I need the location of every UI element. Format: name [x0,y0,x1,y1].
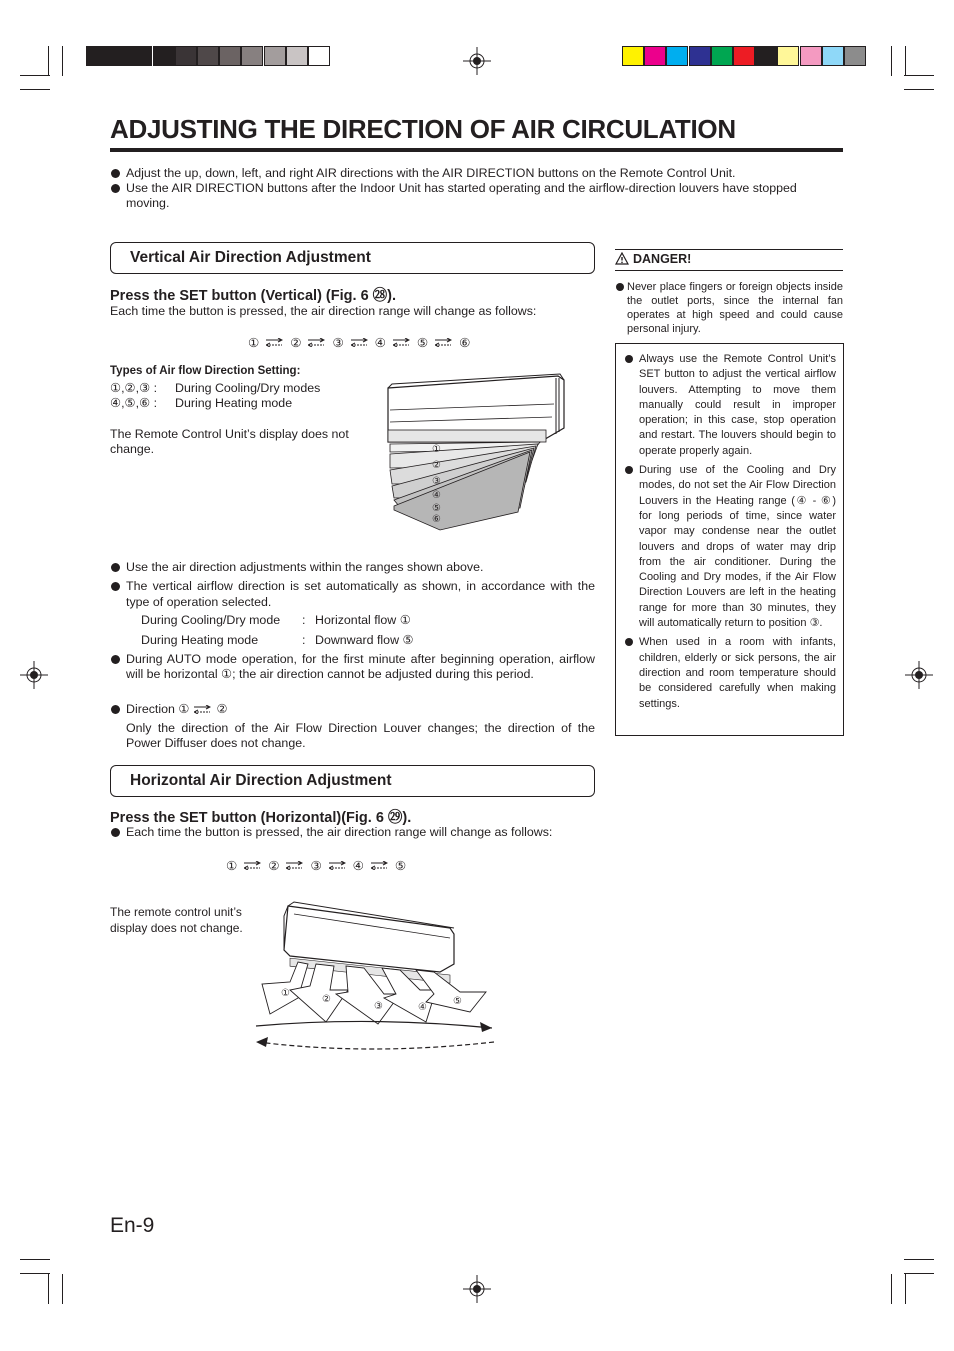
color-swatch [733,46,755,66]
vertical-section-header: Vertical Air Direction Adjustment [110,242,595,274]
v-fig-label-4: ④ [432,490,441,501]
vertical-sequence [248,335,470,350]
toggle-arrows-icon [286,861,303,870]
color-swatch [711,46,733,66]
seq-v-6: ⑥ [459,336,471,350]
direction-suffix: ② [216,702,228,716]
gray-swatch [219,46,241,66]
title-rule [110,148,843,152]
color-swatch [622,46,644,66]
seq-v-1: ① [248,336,260,350]
type-2-nums: ④,⑤,⑥ : [110,396,158,410]
toggle-arrows-icon [371,861,388,870]
danger-title: DANGER! [633,252,692,266]
seq-v-5: ⑤ [416,336,429,350]
seq-h-3: ③ [310,859,322,873]
seq-h-2: ② [268,859,280,873]
vertical-bullet-4 [110,702,595,717]
color-swatch [844,46,866,66]
h-fig-label-1: ① [281,988,290,999]
color-swatch [755,46,777,66]
horizontal-sequence [226,858,406,873]
mode-2-value: Downward flow ⑤ [315,633,414,647]
vertical-bullet-3: During AUTO mode operation, for the first minute after beginning operation, airflow will be horizontal ①; the air direction cannot be adjusted during this period. [110,652,595,683]
danger-rule-bottom [615,270,843,271]
toggle-arrows-icon [435,338,452,347]
v-fig-label-5: ⑤ [432,503,441,514]
vertical-airflow-figure [380,370,580,535]
vertical-notes [110,560,595,610]
seq-h-4: ④ [352,859,364,873]
mode-2-label: During Heating mode [141,633,259,647]
danger-bullet: Never place fingers or foreign objects inside the outlet ports, since the internal fan operates at high speed and could cause personal injury. [615,280,843,336]
h-fig-label-3: ③ [374,1001,383,1012]
registration-mark-top [463,47,491,75]
horizontal-display-note: The remote control unit’s display does not change. [110,905,243,935]
horizontal-desc-wrap [110,825,595,840]
caution-box [615,343,844,736]
seq-v-2: ② [290,336,302,350]
types-label: Types of Air flow Direction Setting: [110,365,301,377]
danger-body [615,280,843,336]
mode-1-sep: : [302,613,306,627]
gray-swatch [241,46,263,66]
registration-mark-left [20,661,48,689]
color-swatch [800,46,822,66]
caution-bullet-3: When used in a room with infants, children, elderly or sick persons, the air direction and room temperature should be considered carefully when making settings. [624,635,836,711]
vertical-desc: Each time the button is pressed, the air direction range will change as follows: [110,304,537,318]
page-title: ADJUSTING THE DIRECTION OF AIR CIRCULATION [110,114,736,144]
warning-triangle-icon [615,252,629,265]
toggle-arrows-icon [329,861,346,870]
registration-mark-right [905,661,933,689]
gray-swatch [264,46,286,66]
direction-prefix: Direction ① [126,702,190,716]
horizontal-airflow-figure [250,898,500,1058]
gray-swatch [108,46,130,66]
caution-bullet-2: During use of the Cooling and Dry modes, do not set the Air Flow Direction Louvers in the Heating range (④ - ⑥) for long periods of time, since water vapor may condense near the outlet louvers and drops of water may drip from the air conditioner. During the Cooling and Dry modes, if the Air Flow Direction Louvers are left in the heating range for more than 30 minutes, they will automatically return to position ③. [624,463,836,631]
vertical-heading: Press the SET button (Vertical) (Fig. 6 ㉘). [110,288,397,304]
caution-list [624,352,836,712]
horizontal-desc: Each time the button is pressed, the air direction range will change as follows: [110,825,595,840]
color-swatch [822,46,844,66]
vertical-bullet-2: The vertical airflow direction is set automatically as shown, in accordance with the type of operation selected. [110,579,595,610]
mode-2-sep: : [302,633,306,647]
registration-mark-bottom [463,1275,491,1303]
h-fig-label-2: ② [322,994,331,1005]
seq-h-1: ① [226,859,238,873]
color-swatch [689,46,711,66]
danger-header [615,250,691,266]
vertical-bullet-1: Use the air direction adjustments within the ranges shown above. [110,560,595,575]
h-fig-label-5: ⑤ [453,996,462,1007]
mode-1-value: Horizontal flow ① [315,613,411,627]
gray-swatch [153,46,175,66]
intro-bullet-1: Adjust the up, down, left, and right AIR directions with the AIR DIRECTION buttons on the Remote Control Unit. [110,166,810,181]
h-fig-label-4: ④ [418,1002,427,1013]
vertical-bullet-4-note: Only the direction of the Air Flow Direction Louver changes; the direction of the Power Diffuser does not change. [126,721,595,751]
caution-bullet-1: Always use the Remote Control Unit’s SET button to adjust the vertical airflow louvers. Attempting to move them manually could result in improper operation; in this case, stop operation and restart. The louvers should begin to operate properly again. [624,352,836,459]
gray-swatch [130,46,152,66]
gray-swatch [308,46,330,66]
v-fig-label-6: ⑥ [432,514,441,525]
toggle-arrows-icon [244,861,261,870]
gray-swatch [197,46,219,66]
vertical-display-note: The Remote Control Unit’s display does not change. [110,427,349,457]
seq-v-4: ④ [374,336,386,350]
color-swatch [777,46,799,66]
color-swatch [666,46,688,66]
type-1-text: During Cooling/Dry modes [175,381,321,395]
color-swatch [644,46,666,66]
horizontal-section-header: Horizontal Air Direction Adjustment [110,765,595,797]
v-fig-label-1: ① [432,444,441,455]
toggle-arrows-icon [393,338,410,347]
type-1-nums: ①,②,③ : [110,381,158,395]
type-2-text: During Heating mode [175,396,293,410]
toggle-arrows-icon [308,338,325,347]
toggle-arrows-icon [194,705,211,714]
toggle-arrows-icon [266,338,283,347]
toggle-arrows-icon [351,338,368,347]
gray-swatch [86,46,108,66]
gray-swatch [175,46,197,66]
page-number: En-9 [110,1214,155,1237]
seq-v-3: ③ [332,336,344,350]
gray-swatch [286,46,308,66]
horizontal-heading: Press the SET button (Horizontal)(Fig. 6 ㉙). [110,810,412,826]
mode-1-label: During Cooling/Dry mode [141,613,281,627]
v-fig-label-3: ③ [432,476,441,487]
seq-h-5: ⑤ [394,859,407,873]
intro-list [110,166,810,211]
v-fig-label-2: ② [432,460,441,471]
intro-bullet-2: Use the AIR DIRECTION buttons after the Indoor Unit has started operating and the airflow-direction louvers have stopped moving. [110,181,810,211]
